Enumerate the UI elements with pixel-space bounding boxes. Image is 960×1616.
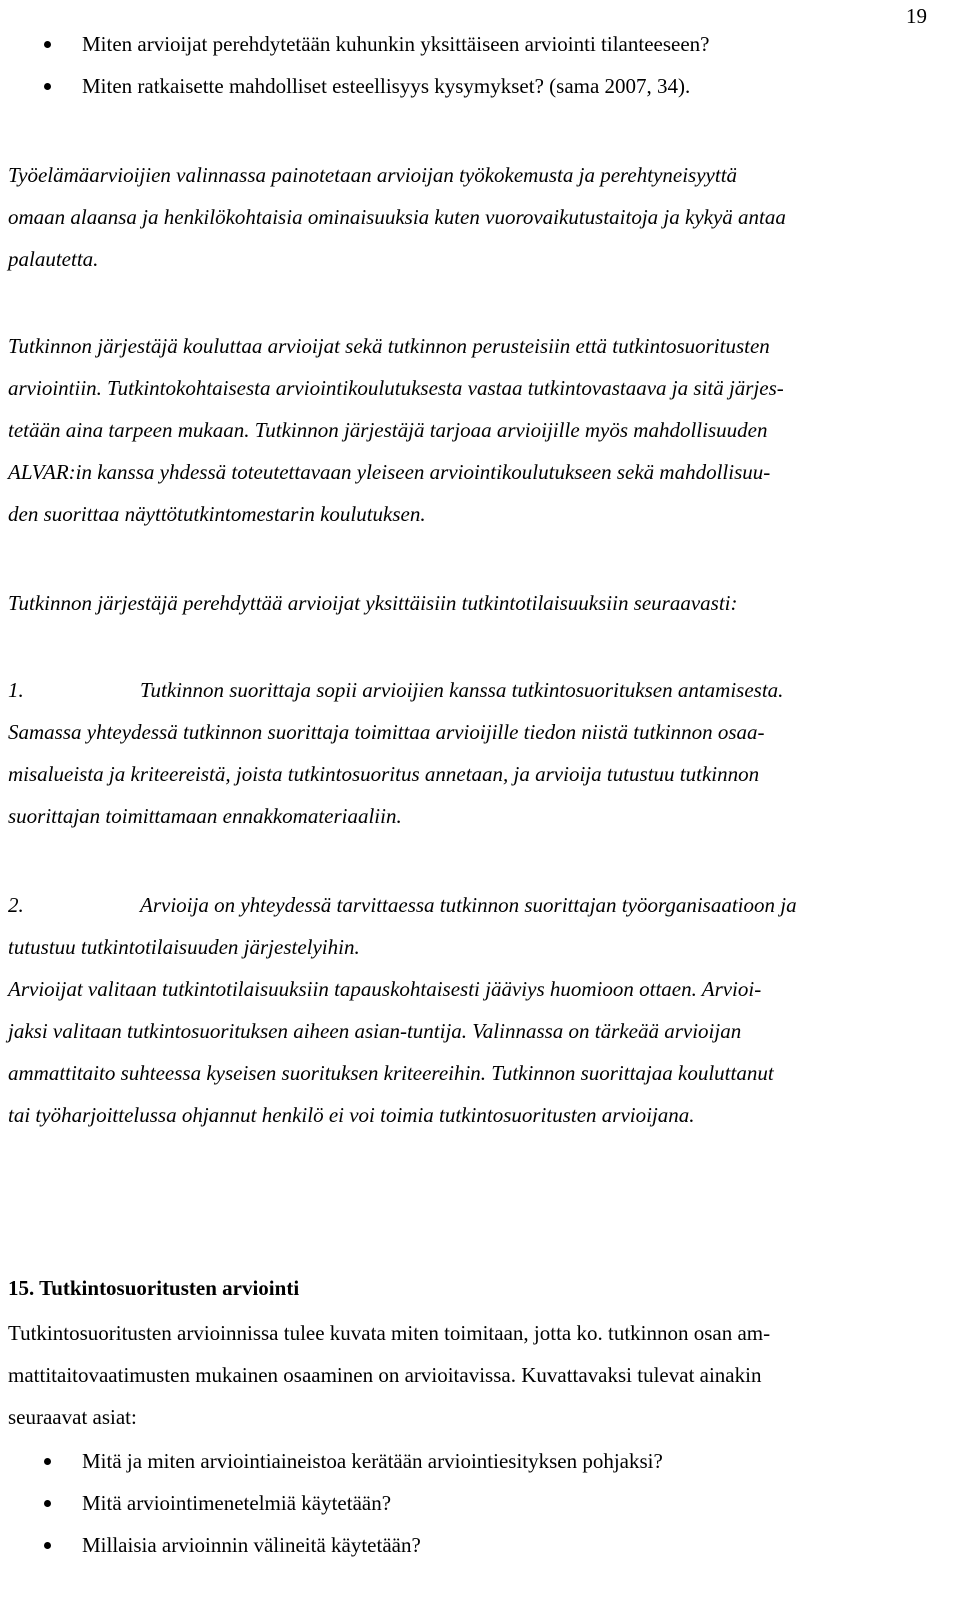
- paragraph-line: palautetta.: [8, 247, 99, 271]
- numbered-item-first-line: 2. Arvioija on yhteydessä tarvittaessa tutkinnon suorittajan työorganisaatioon ja: [8, 884, 938, 926]
- paragraph-line: tetään aina tarpeen mukaan. Tutkinnon järjestäjä tarjoaa arvioijille myös mahdollisuuden: [8, 418, 768, 442]
- section-paragraph: [8, 1312, 938, 1438]
- bullet-icon: [44, 1542, 51, 1549]
- paragraph-line: omaan alaansa ja henkilökohtaisia ominaisuuksia kuten vuorovaikutustaitoja ja kykyä antaa: [8, 205, 786, 229]
- section-bullet-list: [0, 1447, 663, 1573]
- list-item: Miten ratkaisette mahdolliset esteellisyys kysymykset? (sama 2007, 34).: [0, 72, 709, 114]
- list-item: Millaisia arvioinnin välineitä käytetään?: [0, 1531, 663, 1573]
- paragraph-line: mattitaitovaatimusten mukainen osaaminen on arvioitavissa. Kuvattavaksi tulevat ainakin: [8, 1363, 762, 1387]
- paragraph-line: Samassa yhteydessä tutkinnon suorittaja toimittaa arvioijille tiedon niistä tutkinnon osaa-: [8, 720, 765, 744]
- paragraph-line: arviointiin. Tutkintokohtaisesta arviointikoulutuksesta vastaa tutkintovastaava ja sitä järjes-: [8, 376, 784, 400]
- paragraph-line: ammattitaito suhteessa kyseisen suorituksen kriteereihin. Tutkinnon suorittajaa kouluttanut: [8, 1061, 774, 1085]
- bullet-icon: [44, 41, 51, 48]
- paragraph-line: misalueista ja kriteereistä, joista tutkintosuoritus annetaan, ja arvioija tutustuu tutkinnon: [8, 762, 760, 786]
- item-number: 1.: [8, 678, 24, 702]
- paragraph-line: Tutkinnon järjestäjä kouluttaa arvioijat sekä tutkinnon perusteisiin että tutkintosuoritusten: [8, 334, 770, 358]
- paragraph-line: tutustuu tutkintotilaisuuden järjestelyihin.: [8, 935, 360, 959]
- paragraph-induction-intro: [8, 582, 938, 624]
- list-item: Miten arvioijat perehdytetään kuhunkin yksittäiseen arviointi tilanteeseen?: [0, 30, 709, 72]
- page-number: 19: [906, 4, 927, 28]
- paragraph-line: suorittajan toimittamaan ennakkomateriaaliin.: [8, 804, 402, 828]
- list-item: Mitä arviointimenetelmiä käytetään?: [0, 1489, 663, 1531]
- bullet-icon: [44, 83, 51, 90]
- paragraph-evaluator-selection: [8, 154, 938, 280]
- paragraph-line: jaksi valitaan tutkintosuorituksen aiheen asian-tuntija. Valinnassa on tärkeää arvioijan: [8, 1019, 742, 1043]
- numbered-item-first-line: 1. Tutkinnon suorittaja sopii arvioijien kanssa tutkintosuorituksen antamisesta.: [8, 669, 938, 711]
- top-bullet-list: [0, 30, 709, 114]
- bullet-icon: [44, 1458, 51, 1465]
- section-heading: 15. Tutkintosuoritusten arviointi: [8, 1276, 300, 1300]
- paragraph-line: ALVAR:in kanssa yhdessä toteutettavaan yleiseen arviointikoulutukseen sekä mahdollisuu-: [8, 460, 771, 484]
- paragraph-line: Työelämäarvioijien valinnassa painotetaan arvioijan työkokemusta ja perehtyneisyyttä: [8, 163, 738, 187]
- paragraph-line: Tutkinnon järjestäjä perehdyttää arvioijat yksittäisiin tutkintotilaisuuksiin seuraavasti:: [8, 591, 738, 615]
- numbered-item-1: [8, 669, 938, 837]
- item-number: 2.: [8, 893, 24, 917]
- paragraph-line: seuraavat asiat:: [8, 1405, 137, 1429]
- bullet-icon: [44, 1500, 51, 1507]
- paragraph-line: den suorittaa näyttötutkintomestarin koulutuksen.: [8, 502, 426, 526]
- paragraph-line: tai työharjoittelussa ohjannut henkilö ei voi toimia tutkintosuoritusten arvioijana.: [8, 1103, 695, 1127]
- numbered-item-2: [8, 884, 938, 1136]
- paragraph-evaluator-training: [8, 325, 938, 535]
- paragraph-line: Arvioijat valitaan tutkintotilaisuuksiin tapauskohtaisesti jääviys huomioon ottaen. Arvioi-: [8, 977, 762, 1001]
- paragraph-line: Tutkintosuoritusten arvioinnissa tulee kuvata miten toimitaan, jotta ko. tutkinnon osan am-: [8, 1321, 771, 1345]
- list-item: Mitä ja miten arviointiaineistoa kerätään arviointiesityksen pohjaksi?: [0, 1447, 663, 1489]
